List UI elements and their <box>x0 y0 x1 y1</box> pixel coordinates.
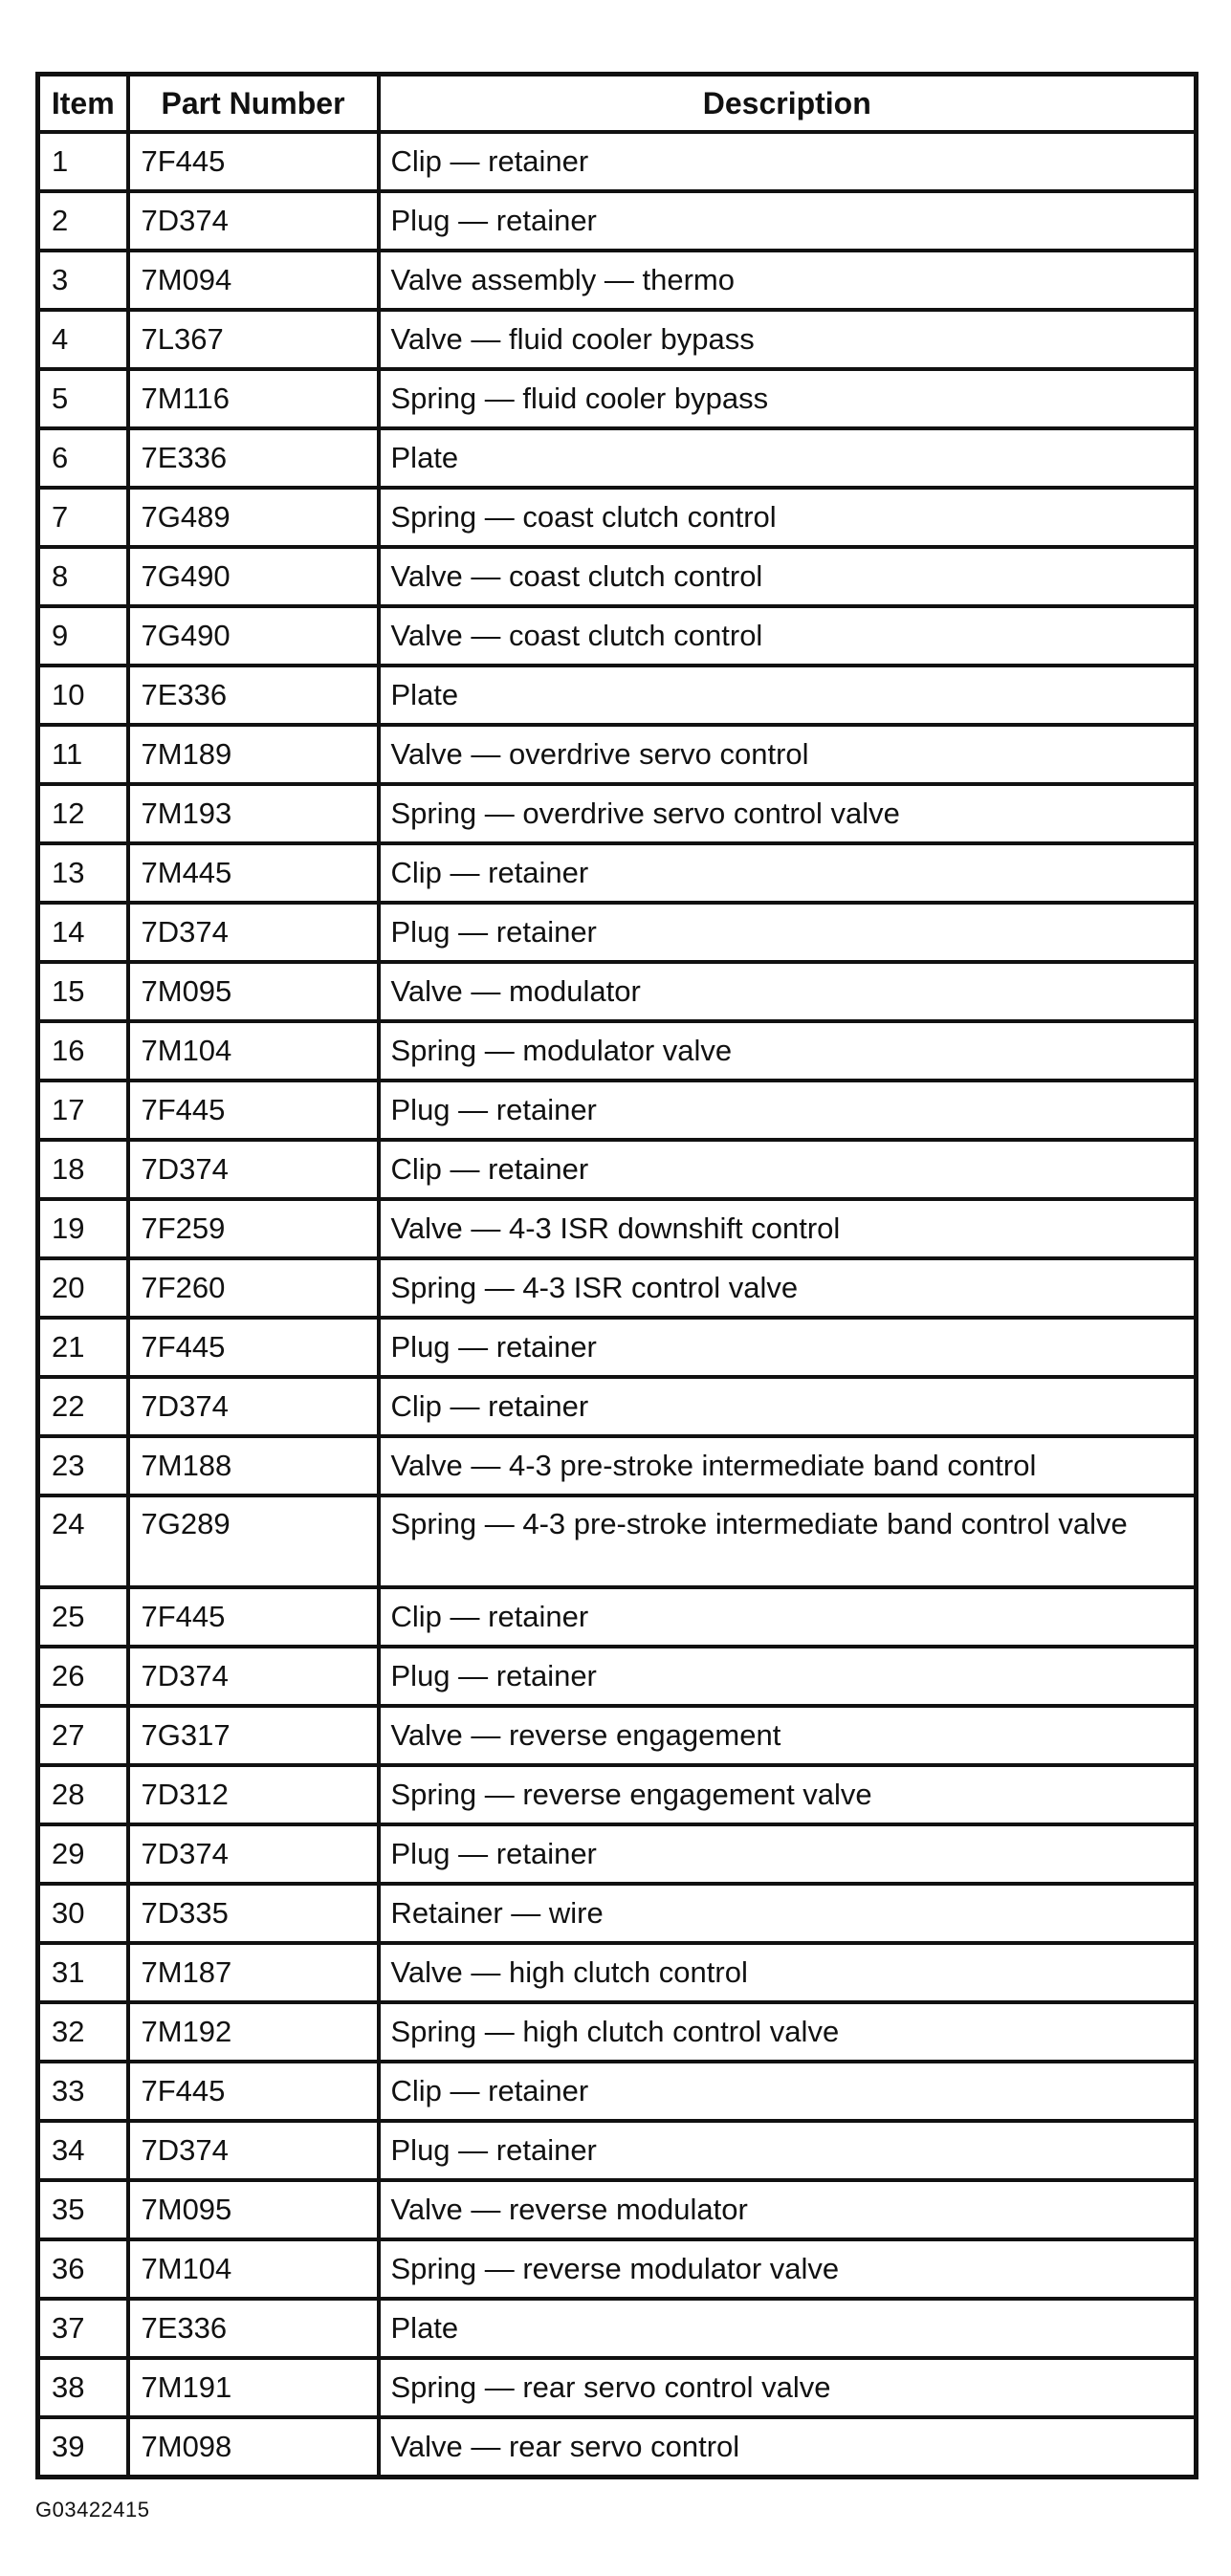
item-cell: 27 <box>38 1706 128 1765</box>
item-cell: 25 <box>38 1587 128 1647</box>
part-number-cell: 7D374 <box>128 1377 379 1436</box>
part-number-cell: 7M094 <box>128 251 379 310</box>
table-row <box>38 1021 1197 1081</box>
part-number-cell: 7M095 <box>128 962 379 1021</box>
table-row <box>38 369 1197 428</box>
header-part-number: Part Number <box>128 75 379 133</box>
part-number-cell: 7F445 <box>128 1318 379 1377</box>
part-number-cell: 7D374 <box>128 903 379 962</box>
part-number-cell: 7D335 <box>128 1884 379 1943</box>
description-cell: Plug — retainer <box>379 1824 1197 1884</box>
table-row <box>38 488 1197 547</box>
description-cell: Valve — modulator <box>379 962 1197 1021</box>
table-row <box>38 1081 1197 1140</box>
item-cell: 12 <box>38 784 128 843</box>
description-cell: Valve — fluid cooler bypass <box>379 310 1197 369</box>
table-row <box>38 1706 1197 1765</box>
table-row <box>38 132 1197 191</box>
description-cell: Spring — coast clutch control <box>379 488 1197 547</box>
table-header <box>38 75 1197 133</box>
item-cell: 17 <box>38 1081 128 1140</box>
description-cell: Valve assembly — thermo <box>379 251 1197 310</box>
figure-id: G03422415 <box>35 2498 150 2521</box>
item-cell: 35 <box>38 2180 128 2239</box>
item-cell: 38 <box>38 2358 128 2417</box>
description-cell: Clip — retainer <box>379 1587 1197 1647</box>
table-row <box>38 1495 1197 1587</box>
part-number-cell: 7E336 <box>128 428 379 488</box>
item-cell: 2 <box>38 191 128 251</box>
part-number-cell: 7F445 <box>128 132 379 191</box>
item-cell: 13 <box>38 843 128 903</box>
part-number-cell: 7F445 <box>128 1587 379 1647</box>
description-cell: Spring — fluid cooler bypass <box>379 369 1197 428</box>
table-row <box>38 2417 1197 2477</box>
item-cell: 33 <box>38 2062 128 2121</box>
description-cell: Clip — retainer <box>379 1140 1197 1199</box>
table-row <box>38 310 1197 369</box>
part-number-cell: 7D374 <box>128 1647 379 1706</box>
description-cell: Spring — rear servo control valve <box>379 2358 1197 2417</box>
part-number-cell: 7M095 <box>128 2180 379 2239</box>
item-cell: 15 <box>38 962 128 1021</box>
part-number-cell: 7D374 <box>128 1824 379 1884</box>
description-cell: Valve — rear servo control <box>379 2417 1197 2477</box>
part-number-cell: 7L367 <box>128 310 379 369</box>
table-row <box>38 725 1197 784</box>
item-cell: 28 <box>38 1765 128 1824</box>
description-cell: Spring — 4-3 pre-stroke intermediate band control valve <box>379 1495 1197 1587</box>
item-cell: 21 <box>38 1318 128 1377</box>
part-number-cell: 7D312 <box>128 1765 379 1824</box>
table-row <box>38 251 1197 310</box>
item-cell: 7 <box>38 488 128 547</box>
parts-table <box>35 72 1198 2479</box>
item-cell: 20 <box>38 1258 128 1318</box>
item-cell: 29 <box>38 1824 128 1884</box>
description-cell: Plate <box>379 2299 1197 2358</box>
table-row <box>38 2062 1197 2121</box>
table-row <box>38 1318 1197 1377</box>
item-cell: 32 <box>38 2002 128 2062</box>
table-row <box>38 1377 1197 1436</box>
description-cell: Spring — high clutch control valve <box>379 2002 1197 2062</box>
description-cell: Spring — overdrive servo control valve <box>379 784 1197 843</box>
table-row <box>38 191 1197 251</box>
table-row <box>38 2180 1197 2239</box>
table-row <box>38 1884 1197 1943</box>
part-number-cell: 7G490 <box>128 547 379 606</box>
item-cell: 23 <box>38 1436 128 1495</box>
description-cell: Valve — 4-3 pre-stroke intermediate band control <box>379 1436 1197 1495</box>
part-number-cell: 7F445 <box>128 1081 379 1140</box>
part-number-cell: 7G289 <box>128 1495 379 1587</box>
table-row <box>38 2299 1197 2358</box>
item-cell: 3 <box>38 251 128 310</box>
table-row <box>38 547 1197 606</box>
description-cell: Plug — retainer <box>379 1647 1197 1706</box>
item-cell: 37 <box>38 2299 128 2358</box>
item-cell: 19 <box>38 1199 128 1258</box>
table-row <box>38 1258 1197 1318</box>
table-row <box>38 606 1197 666</box>
part-number-cell: 7D374 <box>128 2121 379 2180</box>
description-cell: Retainer — wire <box>379 1884 1197 1943</box>
part-number-cell: 7M188 <box>128 1436 379 1495</box>
table-row <box>38 1199 1197 1258</box>
description-cell: Plug — retainer <box>379 191 1197 251</box>
table-row <box>38 784 1197 843</box>
part-number-cell: 7M193 <box>128 784 379 843</box>
part-number-cell: 7G489 <box>128 488 379 547</box>
header-row <box>38 75 1197 133</box>
part-number-cell: 7M445 <box>128 843 379 903</box>
item-cell: 4 <box>38 310 128 369</box>
description-cell: Spring — reverse modulator valve <box>379 2239 1197 2299</box>
item-cell: 31 <box>38 1943 128 2002</box>
table-row <box>38 2358 1197 2417</box>
description-cell: Valve — coast clutch control <box>379 547 1197 606</box>
part-number-cell: 7F445 <box>128 2062 379 2121</box>
part-number-cell: 7G490 <box>128 606 379 666</box>
header-description: Description <box>379 75 1197 133</box>
item-cell: 30 <box>38 1884 128 1943</box>
part-number-cell: 7E336 <box>128 666 379 725</box>
part-number-cell: 7M187 <box>128 1943 379 2002</box>
description-cell: Spring — reverse engagement valve <box>379 1765 1197 1824</box>
part-number-cell: 7E336 <box>128 2299 379 2358</box>
item-cell: 11 <box>38 725 128 784</box>
table-row <box>38 843 1197 903</box>
description-cell: Plug — retainer <box>379 1318 1197 1377</box>
part-number-cell: 7D374 <box>128 1140 379 1199</box>
part-number-cell: 7M116 <box>128 369 379 428</box>
part-number-cell: 7M189 <box>128 725 379 784</box>
description-cell: Valve — reverse modulator <box>379 2180 1197 2239</box>
item-cell: 9 <box>38 606 128 666</box>
item-cell: 34 <box>38 2121 128 2180</box>
description-cell: Valve — coast clutch control <box>379 606 1197 666</box>
item-cell: 36 <box>38 2239 128 2299</box>
table-row <box>38 1647 1197 1706</box>
part-number-cell: 7M098 <box>128 2417 379 2477</box>
description-cell: Valve — high clutch control <box>379 1943 1197 2002</box>
table-row <box>38 2121 1197 2180</box>
description-cell: Valve — reverse engagement <box>379 1706 1197 1765</box>
part-number-cell: 7M192 <box>128 2002 379 2062</box>
part-number-cell: 7M104 <box>128 1021 379 1081</box>
description-cell: Plug — retainer <box>379 903 1197 962</box>
item-cell: 16 <box>38 1021 128 1081</box>
table-row <box>38 1943 1197 2002</box>
item-cell: 22 <box>38 1377 128 1436</box>
table-row <box>38 428 1197 488</box>
table-row <box>38 1140 1197 1199</box>
table-row <box>38 2002 1197 2062</box>
item-cell: 18 <box>38 1140 128 1199</box>
part-number-cell: 7M104 <box>128 2239 379 2299</box>
table-row <box>38 903 1197 962</box>
table-row <box>38 1436 1197 1495</box>
part-number-cell: 7G317 <box>128 1706 379 1765</box>
item-cell: 26 <box>38 1647 128 1706</box>
description-cell: Valve — 4-3 ISR downshift control <box>379 1199 1197 1258</box>
description-cell: Plug — retainer <box>379 2121 1197 2180</box>
part-number-cell: 7F259 <box>128 1199 379 1258</box>
description-cell: Valve — overdrive servo control <box>379 725 1197 784</box>
table-row <box>38 666 1197 725</box>
part-number-cell: 7M191 <box>128 2358 379 2417</box>
description-cell: Clip — retainer <box>379 1377 1197 1436</box>
table-row <box>38 962 1197 1021</box>
item-cell: 8 <box>38 547 128 606</box>
item-cell: 39 <box>38 2417 128 2477</box>
description-cell: Plug — retainer <box>379 1081 1197 1140</box>
item-cell: 14 <box>38 903 128 962</box>
description-cell: Plate <box>379 666 1197 725</box>
item-cell: 5 <box>38 369 128 428</box>
part-number-cell: 7D374 <box>128 191 379 251</box>
table-row <box>38 1824 1197 1884</box>
description-cell: Spring — modulator valve <box>379 1021 1197 1081</box>
description-cell: Clip — retainer <box>379 132 1197 191</box>
part-number-cell: 7F260 <box>128 1258 379 1318</box>
item-cell: 10 <box>38 666 128 725</box>
description-cell: Spring — 4-3 ISR control valve <box>379 1258 1197 1318</box>
table-row <box>38 1765 1197 1824</box>
item-cell: 6 <box>38 428 128 488</box>
table-row <box>38 2239 1197 2299</box>
description-cell: Clip — retainer <box>379 2062 1197 2121</box>
description-cell: Clip — retainer <box>379 843 1197 903</box>
table-row <box>38 1587 1197 1647</box>
item-cell: 1 <box>38 132 128 191</box>
header-item: Item <box>38 75 128 133</box>
item-cell: 24 <box>38 1495 128 1587</box>
description-cell: Plate <box>379 428 1197 488</box>
table-body <box>38 132 1197 2477</box>
